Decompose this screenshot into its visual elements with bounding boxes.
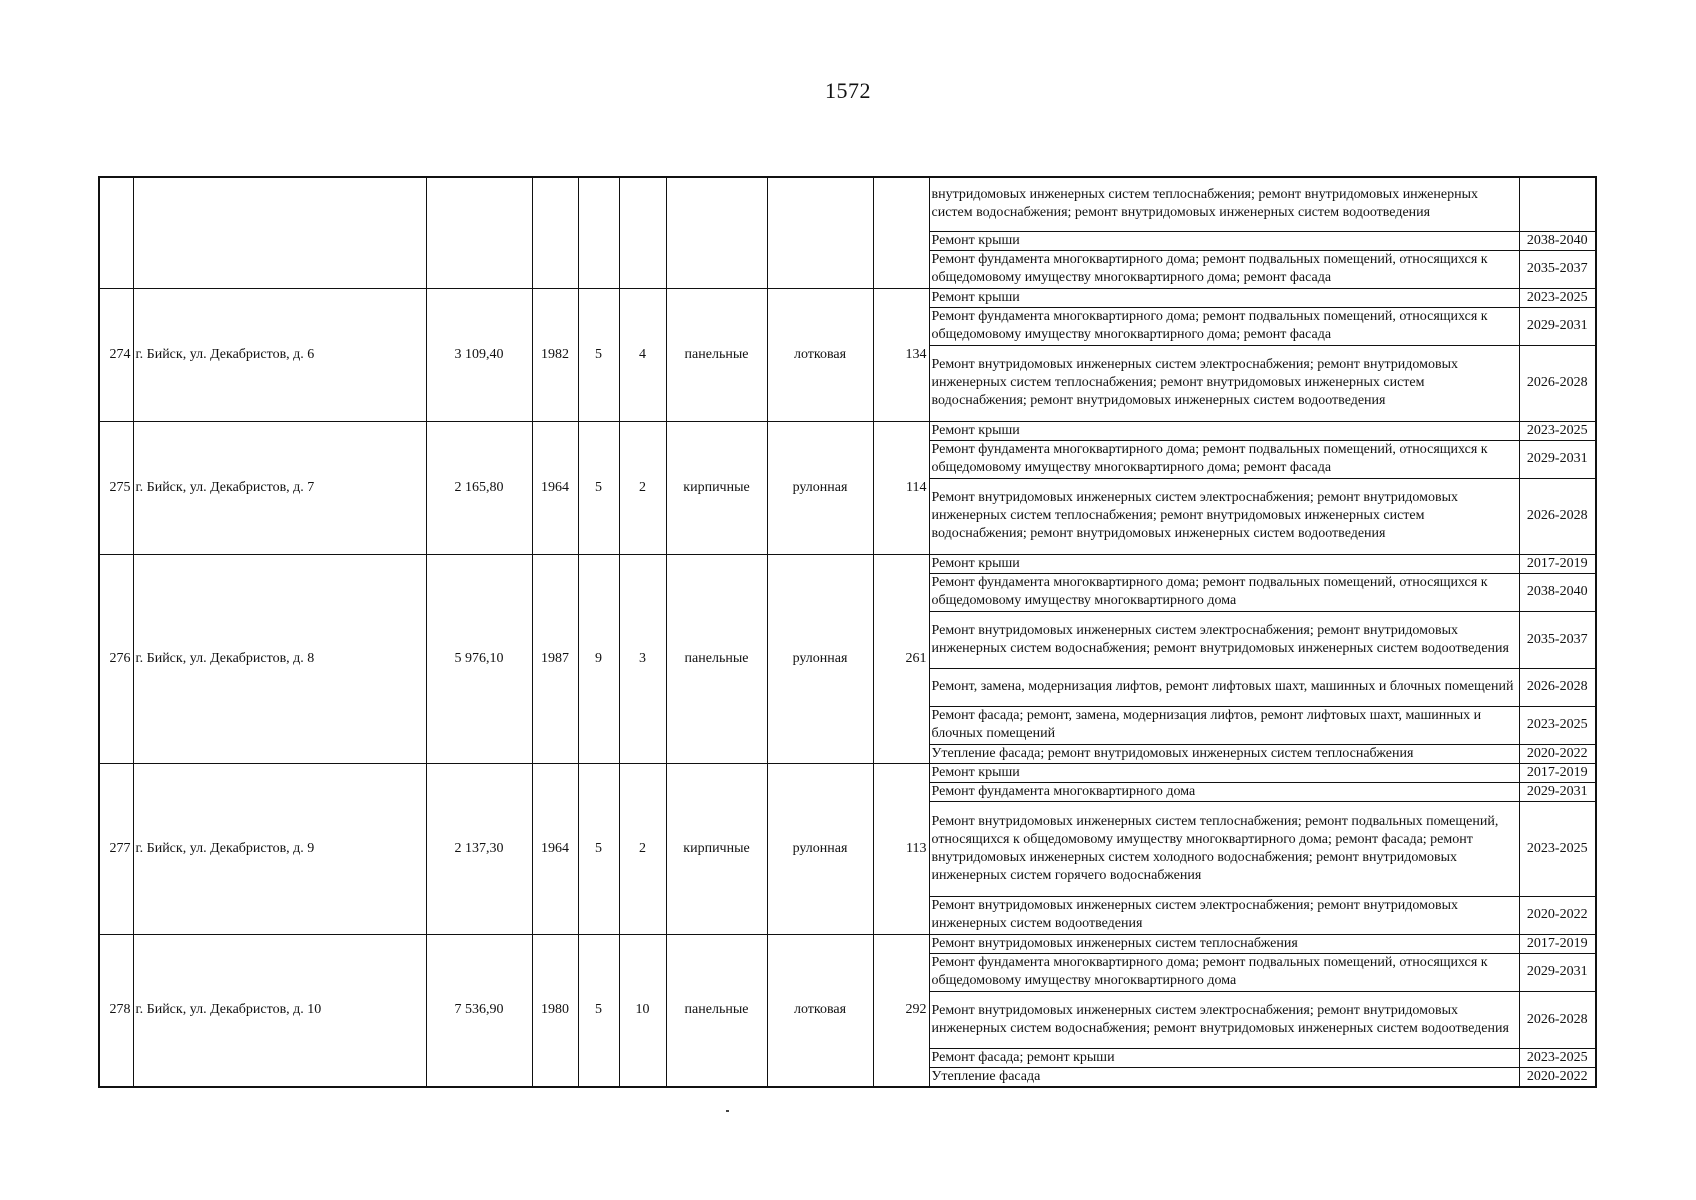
cell-roof: лотковая xyxy=(767,288,873,421)
cell-residents: 113 xyxy=(873,763,929,934)
cell-floors xyxy=(578,177,619,288)
cell-period: 2029-2031 xyxy=(1519,953,1596,991)
building-repair-table xyxy=(98,176,1597,1088)
cell-walls: кирпичные xyxy=(666,421,767,554)
cell-work: Ремонт, замена, модернизация лифтов, ремонт лифтовых шахт, машинных и блочных помещений xyxy=(929,668,1519,706)
cell-period: 2023-2025 xyxy=(1519,1048,1596,1067)
cell-period: 2023-2025 xyxy=(1519,801,1596,896)
cell-work: Ремонт фундамента многоквартирного дома xyxy=(929,782,1519,801)
table-row xyxy=(99,288,1596,307)
cell-work: Ремонт крыши xyxy=(929,231,1519,250)
cell-period: 2017-2019 xyxy=(1519,934,1596,953)
table-row xyxy=(99,934,1596,953)
cell-period: 2017-2019 xyxy=(1519,554,1596,573)
cell-work: Утепление фасада; ремонт внутридомовых инженерных систем теплоснабжения xyxy=(929,744,1519,763)
cell-period: 2038-2040 xyxy=(1519,573,1596,611)
cell-period: 2026-2028 xyxy=(1519,668,1596,706)
cell-residents: 114 xyxy=(873,421,929,554)
cell-address: г. Бийск, ул. Декабристов, д. 6 xyxy=(133,288,426,421)
cell-period: 2017-2019 xyxy=(1519,763,1596,782)
cell-roof: рулонная xyxy=(767,554,873,763)
cell-floors: 5 xyxy=(578,934,619,1087)
cell-work: Ремонт фундамента многоквартирного дома; ремонт подвальных помещений, относящихся к общедомовому имуществу многоквартирного дома; ремонт фасада xyxy=(929,250,1519,288)
cell-work: Ремонт фундамента многоквартирного дома; ремонт подвальных помещений, относящихся к общедомовому имуществу многоквартирного дома xyxy=(929,573,1519,611)
cell-address xyxy=(133,177,426,288)
cell-walls: панельные xyxy=(666,934,767,1087)
cell-no: 274 xyxy=(99,288,133,421)
cell-work: Ремонт внутридомовых инженерных систем электроснабжения; ремонт внутридомовых инженерных систем водоотведения xyxy=(929,896,1519,934)
cell-work: Ремонт фундамента многоквартирного дома; ремонт подвальных помещений, относящихся к общедомовому имуществу многоквартирного дома xyxy=(929,953,1519,991)
cell-work: Ремонт внутридомовых инженерных систем электроснабжения; ремонт внутридомовых инженерных систем водоснабжения; ремонт внутридомовых инженерных систем водоотведения xyxy=(929,611,1519,668)
cell-area: 3 109,40 xyxy=(426,288,532,421)
cell-address: г. Бийск, ул. Декабристов, д. 10 xyxy=(133,934,426,1087)
cell-area: 2 165,80 xyxy=(426,421,532,554)
table-row xyxy=(99,763,1596,782)
cell-residents: 261 xyxy=(873,554,929,763)
cell-work: Ремонт фасада; ремонт, замена, модернизация лифтов, ремонт лифтовых шахт, машинных и блочных помещений xyxy=(929,706,1519,744)
cell-address: г. Бийск, ул. Декабристов, д. 7 xyxy=(133,421,426,554)
cell-residents xyxy=(873,177,929,288)
cell-entrances: 4 xyxy=(619,288,666,421)
cell-period: 2023-2025 xyxy=(1519,421,1596,440)
cell-period: 2035-2037 xyxy=(1519,250,1596,288)
cell-work: Ремонт крыши xyxy=(929,421,1519,440)
cell-period: 2023-2025 xyxy=(1519,288,1596,307)
cell-work: Ремонт внутридомовых инженерных систем теплоснабжения xyxy=(929,934,1519,953)
cell-residents: 292 xyxy=(873,934,929,1087)
cell-entrances: 2 xyxy=(619,421,666,554)
table-row xyxy=(99,421,1596,440)
cell-work: Ремонт внутридомовых инженерных систем теплоснабжения; ремонт подвальных помещений, относящихся к общедомовому имуществу многоквартирного дома; ремонт фасада; ремонт внутридомовых инженерных систем холодного водоснабжения; ремонт внутридомовых инженерных систем горячего водоснабжения xyxy=(929,801,1519,896)
cell-period: 2026-2028 xyxy=(1519,345,1596,421)
cell-walls: кирпичные xyxy=(666,763,767,934)
cell-work: внутридомовых инженерных систем теплоснабжения; ремонт внутридомовых инженерных систем водоснабжения; ремонт внутридомовых инженерных систем водоотведения xyxy=(929,177,1519,231)
cell-year: 1964 xyxy=(532,763,578,934)
cell-entrances: 3 xyxy=(619,554,666,763)
cell-year: 1982 xyxy=(532,288,578,421)
cell-work: Ремонт внутридомовых инженерных систем электроснабжения; ремонт внутридомовых инженерных систем теплоснабжения; ремонт внутридомовых инженерных систем водоснабжения; ремонт внутридомовых инженерных систем водоотведения xyxy=(929,478,1519,554)
table-row xyxy=(99,177,1596,231)
cell-walls xyxy=(666,177,767,288)
cell-period: 2029-2031 xyxy=(1519,440,1596,478)
cell-roof: рулонная xyxy=(767,421,873,554)
cell-work: Ремонт крыши xyxy=(929,763,1519,782)
cell-entrances xyxy=(619,177,666,288)
cell-year xyxy=(532,177,578,288)
cell-no: 275 xyxy=(99,421,133,554)
cell-work: Ремонт крыши xyxy=(929,288,1519,307)
cell-work: Ремонт фасада; ремонт крыши xyxy=(929,1048,1519,1067)
cell-period xyxy=(1519,177,1596,231)
cell-period: 2029-2031 xyxy=(1519,782,1596,801)
cell-work: Утепление фасада xyxy=(929,1067,1519,1087)
cell-period: 2029-2031 xyxy=(1519,307,1596,345)
cell-floors: 5 xyxy=(578,421,619,554)
cell-floors: 5 xyxy=(578,288,619,421)
cell-area: 7 536,90 xyxy=(426,934,532,1087)
cell-period: 2020-2022 xyxy=(1519,896,1596,934)
cell-period: 2026-2028 xyxy=(1519,478,1596,554)
cell-area: 2 137,30 xyxy=(426,763,532,934)
cell-year: 1964 xyxy=(532,421,578,554)
cell-floors: 9 xyxy=(578,554,619,763)
cell-work: Ремонт крыши xyxy=(929,554,1519,573)
cell-roof: рулонная xyxy=(767,763,873,934)
cell-period: 2026-2028 xyxy=(1519,991,1596,1048)
cell-roof xyxy=(767,177,873,288)
cell-work: Ремонт фундамента многоквартирного дома; ремонт подвальных помещений, относящихся к общедомовому имуществу многоквартирного дома; ремонт фасада xyxy=(929,307,1519,345)
cell-address: г. Бийск, ул. Декабристов, д. 9 xyxy=(133,763,426,934)
cell-year: 1980 xyxy=(532,934,578,1087)
cell-year: 1987 xyxy=(532,554,578,763)
cell-work: Ремонт внутридомовых инженерных систем электроснабжения; ремонт внутридомовых инженерных систем водоснабжения; ремонт внутридомовых инженерных систем водоотведения xyxy=(929,991,1519,1048)
cell-area: 5 976,10 xyxy=(426,554,532,763)
cell-period: 2023-2025 xyxy=(1519,706,1596,744)
cell-walls: панельные xyxy=(666,554,767,763)
cell-period: 2020-2022 xyxy=(1519,1067,1596,1087)
cell-entrances: 2 xyxy=(619,763,666,934)
cell-residents: 134 xyxy=(873,288,929,421)
cell-entrances: 10 xyxy=(619,934,666,1087)
cell-address: г. Бийск, ул. Декабристов, д. 8 xyxy=(133,554,426,763)
cell-work: Ремонт фундамента многоквартирного дома; ремонт подвальных помещений, относящихся к общедомовому имуществу многоквартирного дома; ремонт фасада xyxy=(929,440,1519,478)
cell-area xyxy=(426,177,532,288)
cell-period: 2035-2037 xyxy=(1519,611,1596,668)
table-row xyxy=(99,554,1596,573)
cell-work: Ремонт внутридомовых инженерных систем электроснабжения; ремонт внутридомовых инженерных систем теплоснабжения; ремонт внутридомовых инженерных систем водоснабжения; ремонт внутридомовых инженерных систем водоотведения xyxy=(929,345,1519,421)
cell-period: 2038-2040 xyxy=(1519,231,1596,250)
cell-no: 276 xyxy=(99,554,133,763)
cell-period: 2020-2022 xyxy=(1519,744,1596,763)
cell-walls: панельные xyxy=(666,288,767,421)
scan-speck xyxy=(726,1110,729,1112)
page-number: 1572 xyxy=(825,78,871,103)
cell-roof: лотковая xyxy=(767,934,873,1087)
cell-no xyxy=(99,177,133,288)
cell-no: 277 xyxy=(99,763,133,934)
cell-floors: 5 xyxy=(578,763,619,934)
cell-no: 278 xyxy=(99,934,133,1087)
